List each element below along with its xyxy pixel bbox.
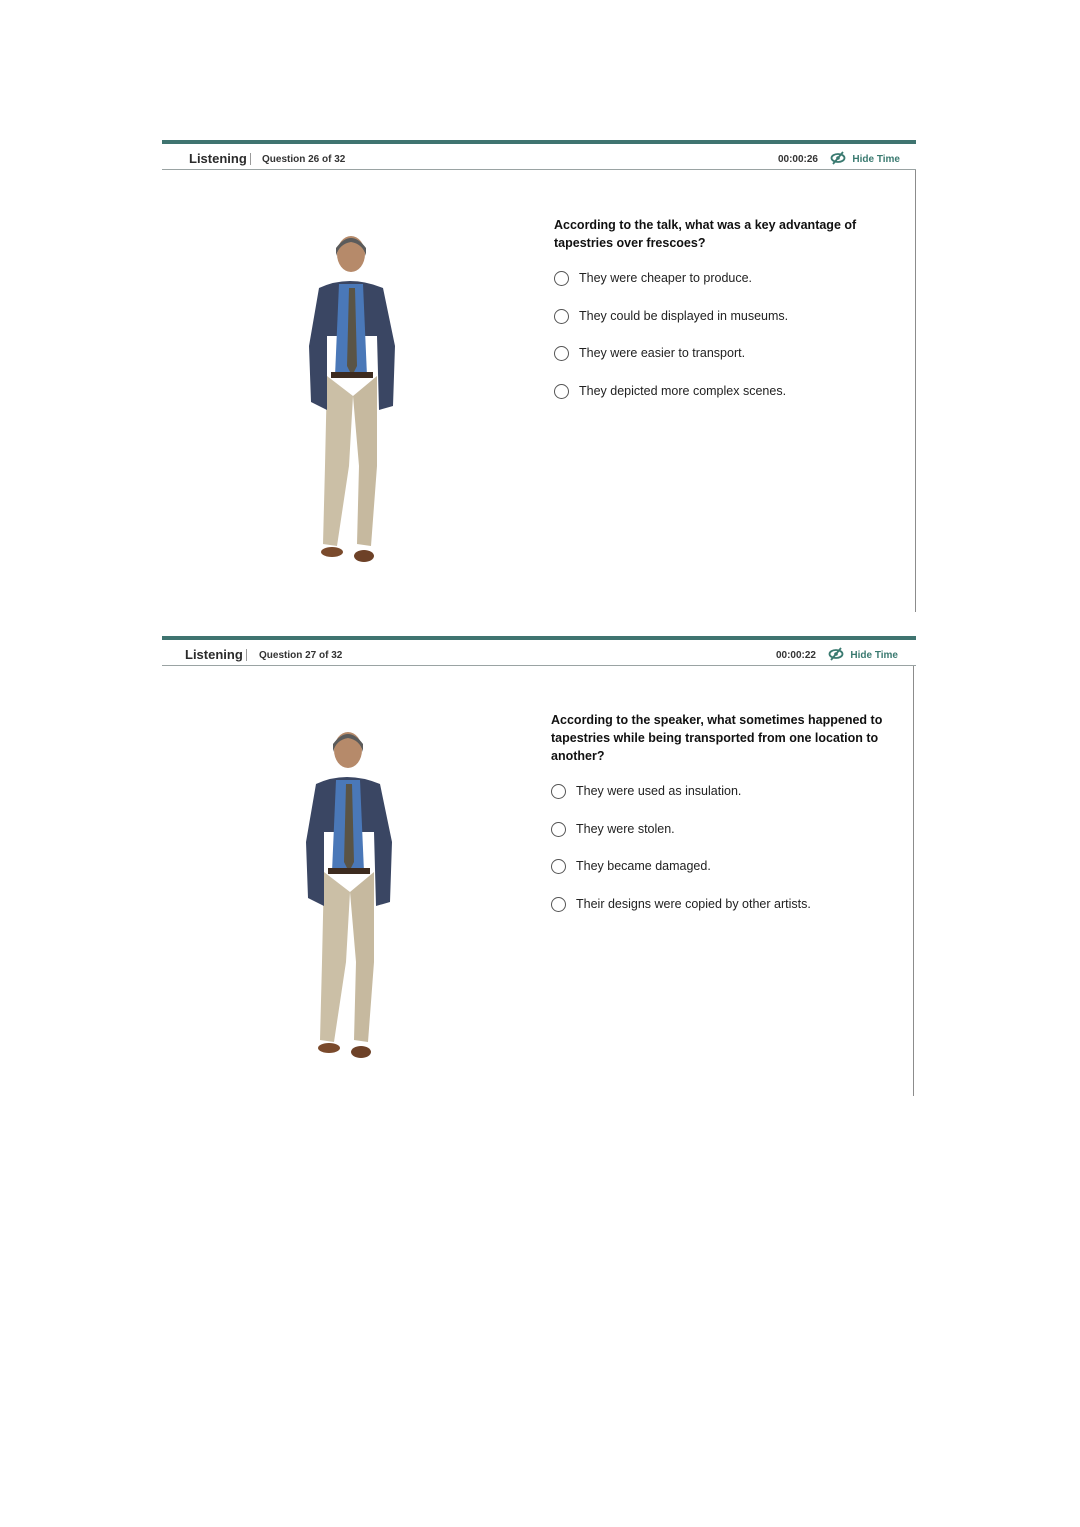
- eye-slash-icon[interactable]: [830, 151, 846, 165]
- answer-option[interactable]: [554, 308, 788, 346]
- radio-button[interactable]: [551, 822, 566, 837]
- eye-slash-icon[interactable]: [828, 647, 844, 661]
- answer-option[interactable]: [554, 345, 788, 383]
- answer-options: [554, 270, 788, 420]
- question-counter: Question 26 of 32: [262, 154, 346, 165]
- radio-button[interactable]: [554, 309, 569, 324]
- answer-option[interactable]: [551, 858, 811, 896]
- timer: 00:00:26: [777, 154, 818, 165]
- radio-button[interactable]: [554, 346, 569, 361]
- timer: 00:00:22: [775, 650, 816, 661]
- radio-button[interactable]: [551, 897, 566, 912]
- section-title: Listening: [185, 647, 243, 662]
- answer-option[interactable]: [554, 383, 788, 421]
- radio-button[interactable]: [554, 271, 569, 286]
- test-header: [162, 140, 916, 170]
- radio-button[interactable]: [554, 384, 569, 399]
- radio-button[interactable]: [551, 859, 566, 874]
- question-screen-26: [162, 140, 916, 612]
- answer-label: Their designs were copied by other artists.: [576, 896, 811, 911]
- answer-option[interactable]: [554, 270, 788, 308]
- answer-option[interactable]: [551, 783, 811, 821]
- header-divider: [250, 153, 251, 165]
- section-title: Listening: [189, 151, 247, 166]
- question-screen-27: [162, 636, 916, 1096]
- answer-label: They became damaged.: [576, 859, 711, 873]
- answer-label: They were easier to transport.: [579, 346, 746, 360]
- test-header: [162, 636, 916, 666]
- answer-option[interactable]: [551, 896, 811, 934]
- hide-time-button[interactable]: Hide Time: [852, 154, 900, 165]
- hide-time-button[interactable]: Hide Time: [850, 650, 898, 661]
- question-counter: Question 27 of 32: [259, 650, 343, 661]
- question-text: According to the talk, what was a key advantage of tapestries over frescoes?: [554, 218, 857, 250]
- answer-label: They were cheaper to produce.: [579, 271, 753, 285]
- answer-label: They could be displayed in museums.: [579, 308, 789, 323]
- header-divider: [246, 649, 247, 661]
- speaker-image: [297, 226, 407, 570]
- radio-button[interactable]: [551, 784, 566, 799]
- speaker-image: [294, 722, 404, 1066]
- answer-label: They were stolen.: [576, 821, 675, 836]
- answer-label: They depicted more complex scenes.: [579, 383, 787, 398]
- panel-border: [913, 666, 914, 1096]
- question-text: According to the speaker, what sometimes happened to tapestries while being transported from one location to another?: [551, 713, 883, 763]
- answer-option[interactable]: [551, 821, 811, 859]
- answer-options: [551, 783, 811, 933]
- answer-label: They were used as insulation.: [576, 784, 742, 798]
